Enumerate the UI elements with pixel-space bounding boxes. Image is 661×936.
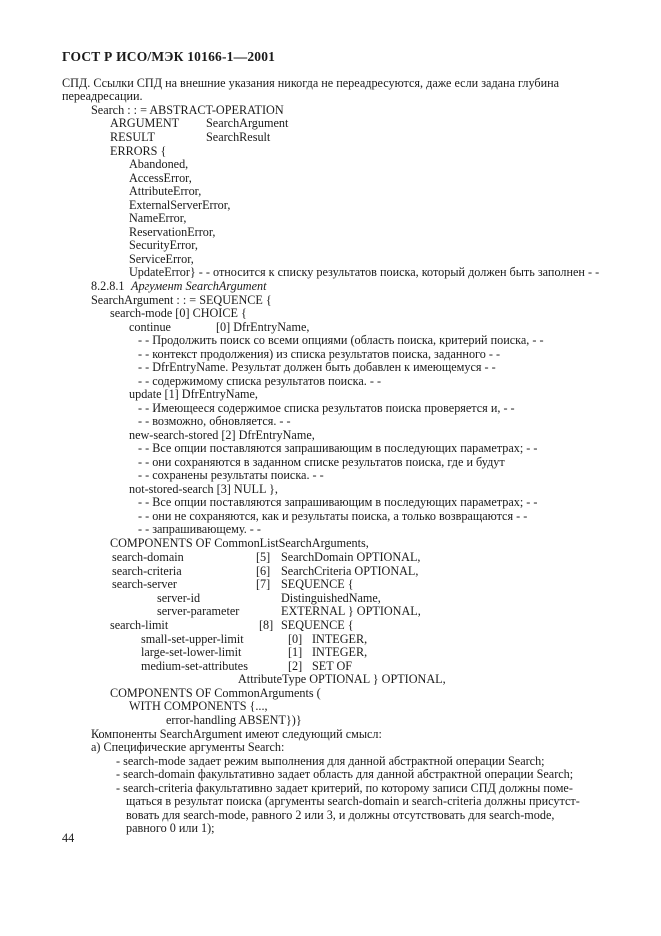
page-header: ГОСТ Р ИСО/МЭК 10166-1—2001 [62, 49, 276, 64]
code-line: SearchResult [206, 130, 271, 144]
code-line: SEQUENCE { [281, 618, 354, 632]
code-comment: - - содержимому списка результатов поиска. - - [138, 374, 382, 388]
code-line: server-parameter [157, 604, 240, 618]
code-line: SearchDomain OPTIONAL, [281, 550, 421, 564]
text-line: СПД. Ссылки СПД на внешние указания никогда не переадресуются, даже если задана глубина [62, 76, 560, 90]
code-line: search-mode [0] CHOICE { [110, 306, 247, 320]
code-line: AttributeType OPTIONAL } OPTIONAL, [238, 672, 446, 686]
code-line: AccessError, [129, 171, 192, 185]
code-line: SEQUENCE { [281, 577, 354, 591]
code-line: ServiceError, [129, 252, 194, 266]
code-line: WITH COMPONENTS {..., [129, 699, 268, 713]
list-item: - search-mode задает режим выполнения для данной абстрактной операции Search; [116, 754, 545, 768]
code-comment: - - сохранены результаты поиска. - - [138, 468, 324, 482]
code-line: [2] [288, 659, 303, 673]
code-line: EXTERNAL } OPTIONAL, [281, 604, 421, 618]
code-line: [6] [256, 564, 271, 578]
code-comment: - - Все опции поставляются запрашивающим в последующих параметрах; - - [138, 441, 538, 455]
code-line: INTEGER, [312, 632, 368, 646]
code-line: medium-set-attributes [141, 659, 248, 673]
code-line: large-set-lower-limit [141, 645, 242, 659]
code-line: SearchArgument : : = SEQUENCE { [91, 293, 272, 307]
section-number: 8.2.8.1 [91, 279, 125, 293]
code-line: SearchCriteria OPTIONAL, [281, 564, 419, 578]
list-heading: а) Специфические аргументы Search: [91, 740, 285, 754]
code-line: DistinguishedName, [281, 591, 381, 605]
code-line: continue [129, 320, 171, 334]
code-line: server-id [157, 591, 201, 605]
text-line: переадресации. [62, 89, 143, 103]
code-line: error-handling ABSENT})} [166, 713, 302, 727]
code-line: not-stored-search [3] NULL }, [129, 482, 278, 496]
code-line: search-server [112, 577, 177, 591]
code-line: SET OF [312, 659, 353, 673]
code-line: COMPONENTS OF CommonArguments ( [110, 686, 321, 700]
list-item-continuation: щаться в результат поиска (аргументы search-domain и search-criteria должны присутст- [126, 794, 580, 808]
list-item-continuation: равного 0 или 1); [126, 821, 215, 835]
code-comment: - - Продолжить поиск со всеми опциями (область поиска, критерий поиска, - - [138, 333, 544, 347]
code-line: [8] [259, 618, 274, 632]
code-comment: - - Все опции поставляются запрашивающим в последующих параметрах; - - [138, 495, 538, 509]
code-line: search-criteria [112, 564, 182, 578]
code-comment: - - запрашивающему. - - [138, 522, 261, 536]
code-line: Search : : = ABSTRACT-OPERATION [91, 103, 284, 117]
code-line: update [1] DfrEntryName, [129, 387, 258, 401]
code-line: ARGUMENT [110, 116, 180, 130]
code-comment: - - возможно, обновляется. - - [138, 414, 291, 428]
code-comment: - - контекст продолжения) из списка результатов поиска, заданного - - [138, 347, 501, 361]
code-line: small-set-upper-limit [141, 632, 244, 646]
list-item: - search-criteria факультативно задает критерий, по которому записи СПД должны поме- [116, 781, 573, 795]
code-line: ReservationError, [129, 225, 216, 239]
code-comment: - - они не сохраняются, как и результаты поиска, а только возвращаются - - [138, 509, 528, 523]
code-line: AttributeError, [129, 184, 202, 198]
code-line: RESULT [110, 130, 155, 144]
code-line: [7] [256, 577, 271, 591]
code-line: Abandoned, [129, 157, 189, 171]
code-line: search-limit [110, 618, 169, 632]
code-line: [0] DfrEntryName, [216, 320, 310, 334]
code-comment: - - DfrEntryName. Результат должен быть добавлен к имеющемуся - - [138, 360, 496, 374]
code-line: ERRORS { [110, 144, 167, 158]
code-line: UpdateError} - - относится к списку результатов поиска, который должен быть заполнен - - [129, 265, 600, 279]
code-line: SearchArgument [206, 116, 289, 130]
code-line: ExternalServerError, [129, 198, 231, 212]
code-line: SecurityError, [129, 238, 198, 252]
code-line: INTEGER, [312, 645, 368, 659]
page-number: 44 [62, 831, 75, 845]
code-line: NameError, [129, 211, 187, 225]
text-line: Компоненты SearchArgument имеют следующий смысл: [91, 727, 382, 741]
code-line: COMPONENTS OF CommonListSearchArguments, [110, 536, 369, 550]
code-comment: - - они сохраняются в заданном списке результатов поиска, где и будут [138, 455, 505, 469]
code-line: [1] [288, 645, 303, 659]
code-comment: - - Имеющееся содержимое списка результатов поиска проверяется и, - - [138, 401, 515, 415]
list-item: - search-domain факультативно задает область для данной абстрактной операции Search; [116, 767, 574, 781]
list-item-continuation: вовать для search-mode, равного 2 или 3, и должны отсутствовать для search-mode, [126, 808, 555, 822]
code-line: search-domain [112, 550, 184, 564]
code-line: [5] [256, 550, 271, 564]
code-line: new-search-stored [2] DfrEntryName, [129, 428, 315, 442]
section-title: Аргумент SearchArgument [131, 279, 267, 293]
code-line: [0] [288, 632, 303, 646]
